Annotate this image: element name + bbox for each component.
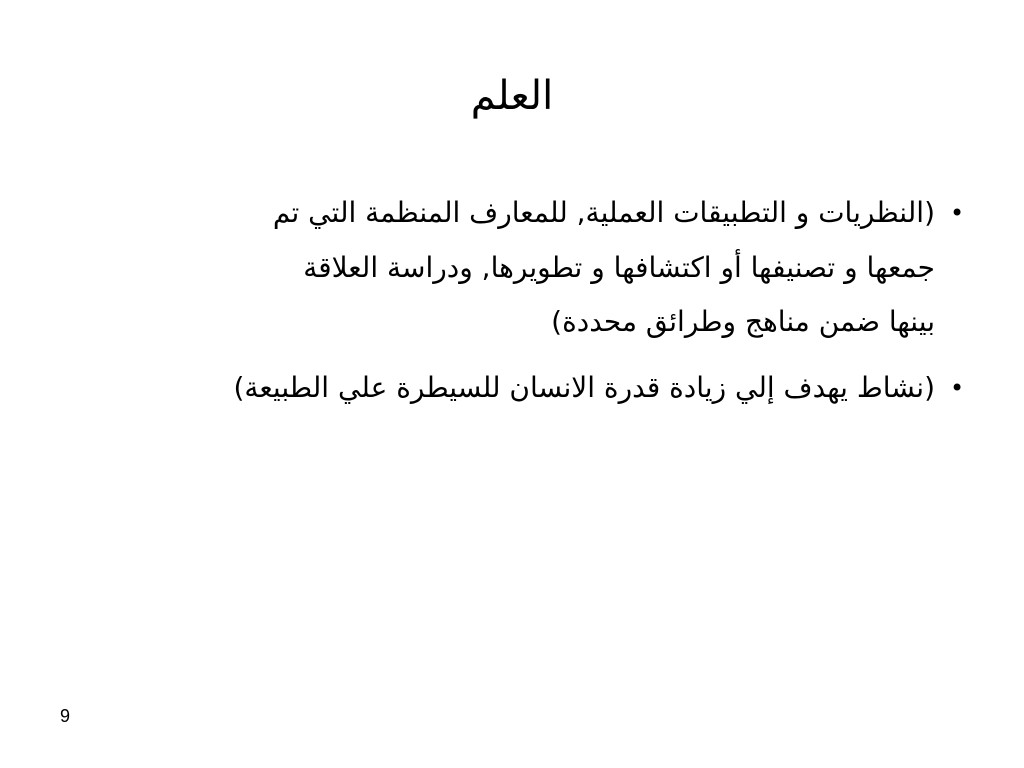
bullet-text-line: (نشاط يهدف إلي زيادة قدرة الانسان للسيطرة علي الطبيعة) <box>233 371 935 404</box>
bullet-text-line: بينها ضمن مناهج وطرائق محددة) <box>551 305 935 338</box>
page-number: 9 <box>60 706 71 726</box>
bullet-marker: • <box>950 374 965 402</box>
slide-title: العلم <box>470 73 554 119</box>
bullet-marker: • <box>950 199 965 227</box>
bullet-text-line: (النظريات و التطبيقات العملية, للمعارف المنظمة التي تم <box>272 196 935 229</box>
bullet-text-line: جمعها و تصنيفها أو اكتشافها و تطويرها, ودراسة العلاقة <box>303 251 935 284</box>
